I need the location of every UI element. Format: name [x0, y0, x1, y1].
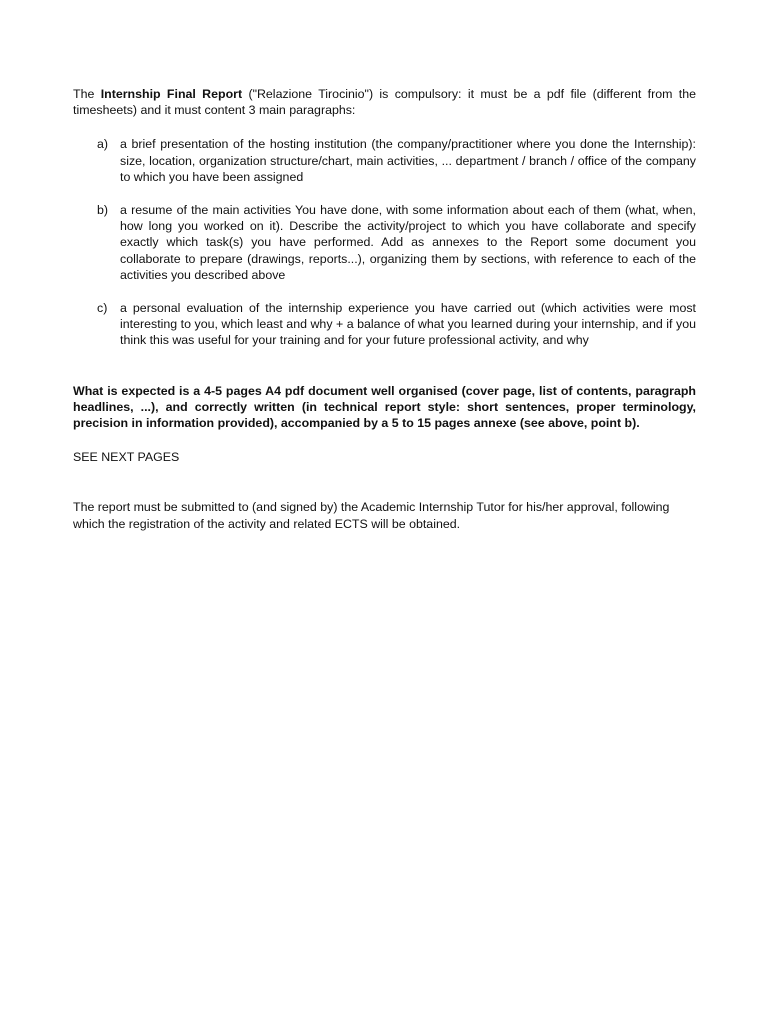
intro-prefix: The [73, 87, 101, 101]
requirements-list [73, 136, 696, 348]
list-item [73, 202, 696, 283]
intro-paragraph [73, 86, 696, 118]
list-marker: a) [97, 137, 109, 152]
list-item-text: a personal evaluation of the internship experience you have carried out (which activities were most interesting to you, which least and why + a balance of what you learned during your internship, and if you think this was useful for your training and for your future professional activity, and why [120, 301, 696, 348]
intro-rest: ("Relazione Tirocinio") is compulsory: it must be a pdf file (different from the timesheets) and it must content 3 main paragraphs: [73, 87, 696, 118]
report-title-bold: Internship Final Report [100, 87, 243, 101]
list-item-text: a resume of the main activities You have done, with some information about each of them (what, when, how long you worked on it). Describe the activity/project to which you have collaborate and specify exactly which task(s) you have performed. Add as annexes to the Report some document you collaborate to prepare (drawings, reports...), organizing them by sections, with reference to each of the activities you described above [120, 203, 696, 282]
list-item [73, 136, 696, 185]
list-item-text: a brief presentation of the hosting institution (the company/practitioner where you done the Internship): size, location, organization structure/chart, main activities, ... department / branch / office of the company to which you have been assigned [120, 137, 696, 184]
list-item [73, 300, 696, 349]
expected-paragraph: What is expected is a 4-5 pages A4 pdf document well organised (cover page, list of contents, paragraph headlines, ...), and correctly written (in technical report style: short sentences, proper terminology, precision in information provided), accompanied by a 5 to 15 pages annexe (see above, point b). [73, 383, 696, 431]
list-marker: b) [97, 203, 109, 218]
submission-paragraph: The report must be submitted to (and signed by) the Academic Internship Tutor for his/her approval, following which the registration of the activity and related ECTS will be obtained. [73, 500, 670, 531]
see-next-pages: SEE NEXT PAGES [73, 450, 180, 465]
list-marker: c) [97, 301, 108, 316]
document-body [73, 86, 696, 532]
